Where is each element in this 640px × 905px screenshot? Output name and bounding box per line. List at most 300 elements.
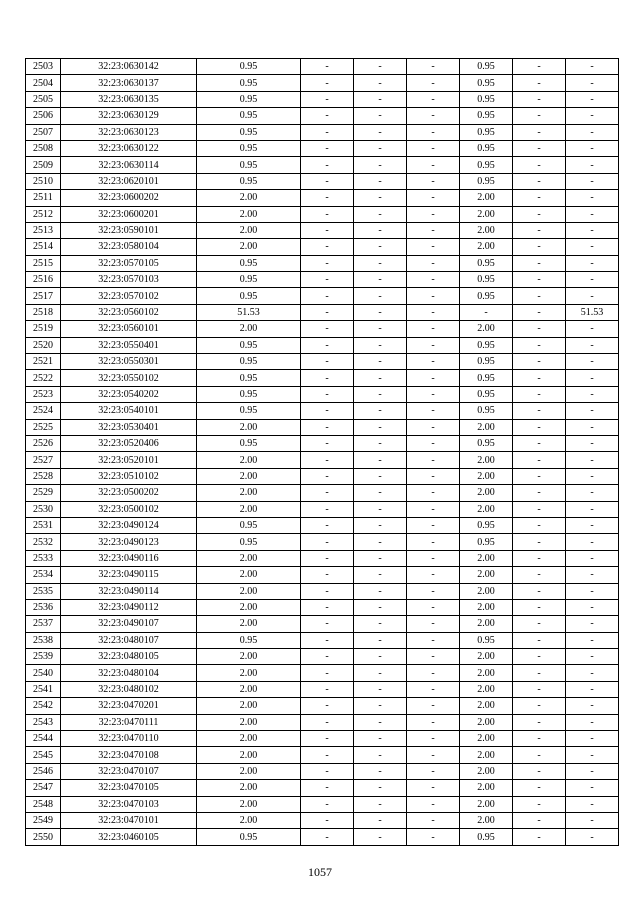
cell-total-area: 0.95 xyxy=(197,403,301,419)
cell-row-number: 2503 xyxy=(26,59,61,75)
cell-row-number: 2535 xyxy=(26,583,61,599)
cell-col-9: - xyxy=(566,780,619,796)
cell-col-7: 2.00 xyxy=(460,468,513,484)
cell-col-4: - xyxy=(301,501,354,517)
cell-row-number: 2528 xyxy=(26,468,61,484)
cell-cadastral-number: 32:23:0570105 xyxy=(61,255,197,271)
cell-col-7: 0.95 xyxy=(460,59,513,75)
cell-cadastral-number: 32:23:0540202 xyxy=(61,386,197,402)
cell-col-8: - xyxy=(513,272,566,288)
cell-col-8: - xyxy=(513,583,566,599)
cell-col-5: - xyxy=(354,501,407,517)
cell-cadastral-number: 32:23:0580104 xyxy=(61,239,197,255)
cell-col-6: - xyxy=(407,747,460,763)
cell-cadastral-number: 32:23:0560102 xyxy=(61,304,197,320)
table-row xyxy=(26,829,619,845)
land-plot-table xyxy=(25,58,619,846)
cell-col-9: - xyxy=(566,206,619,222)
cell-col-4: - xyxy=(301,583,354,599)
cell-col-6: - xyxy=(407,812,460,828)
cell-row-number: 2521 xyxy=(26,354,61,370)
cell-row-number: 2544 xyxy=(26,731,61,747)
cell-col-4: - xyxy=(301,108,354,124)
cell-col-4: - xyxy=(301,403,354,419)
cell-col-9: - xyxy=(566,370,619,386)
cell-col-9: - xyxy=(566,108,619,124)
cell-col-6: - xyxy=(407,354,460,370)
cell-cadastral-number: 32:23:0470201 xyxy=(61,698,197,714)
cell-total-area: 0.95 xyxy=(197,124,301,140)
cell-col-6: - xyxy=(407,272,460,288)
cell-col-6: - xyxy=(407,583,460,599)
table-row xyxy=(26,616,619,632)
cell-col-8: - xyxy=(513,370,566,386)
cell-row-number: 2545 xyxy=(26,747,61,763)
cell-col-8: - xyxy=(513,59,566,75)
cell-total-area: 0.95 xyxy=(197,173,301,189)
cell-cadastral-number: 32:23:0490107 xyxy=(61,616,197,632)
table-row xyxy=(26,354,619,370)
cell-col-5: - xyxy=(354,288,407,304)
cell-col-7: 2.00 xyxy=(460,714,513,730)
cell-cadastral-number: 32:23:0560101 xyxy=(61,321,197,337)
table-row xyxy=(26,370,619,386)
cell-row-number: 2525 xyxy=(26,419,61,435)
cell-col-6: - xyxy=(407,485,460,501)
cell-col-4: - xyxy=(301,616,354,632)
cell-col-8: - xyxy=(513,321,566,337)
cell-col-4: - xyxy=(301,91,354,107)
cell-total-area: 2.00 xyxy=(197,665,301,681)
cell-col-4: - xyxy=(301,780,354,796)
cell-cadastral-number: 32:23:0490124 xyxy=(61,517,197,533)
cell-col-8: - xyxy=(513,75,566,91)
cell-total-area: 0.95 xyxy=(197,75,301,91)
cell-col-6: - xyxy=(407,665,460,681)
cell-total-area: 2.00 xyxy=(197,206,301,222)
cell-row-number: 2512 xyxy=(26,206,61,222)
cell-total-area: 0.95 xyxy=(197,435,301,451)
table-row xyxy=(26,681,619,697)
cell-col-7: 0.95 xyxy=(460,108,513,124)
cell-col-6: - xyxy=(407,780,460,796)
cell-col-8: - xyxy=(513,337,566,353)
cell-row-number: 2546 xyxy=(26,763,61,779)
cell-col-8: - xyxy=(513,485,566,501)
cell-cadastral-number: 32:23:0630122 xyxy=(61,140,197,156)
cell-col-9: - xyxy=(566,567,619,583)
cell-row-number: 2514 xyxy=(26,239,61,255)
cell-total-area: 2.00 xyxy=(197,452,301,468)
cell-col-6: - xyxy=(407,304,460,320)
cell-col-9: - xyxy=(566,321,619,337)
cell-total-area: 0.95 xyxy=(197,632,301,648)
cell-col-5: - xyxy=(354,829,407,845)
cell-cadastral-number: 32:23:0490112 xyxy=(61,599,197,615)
cell-col-7: 0.95 xyxy=(460,370,513,386)
cell-row-number: 2524 xyxy=(26,403,61,419)
cell-total-area: 0.95 xyxy=(197,255,301,271)
cell-cadastral-number: 32:23:0480104 xyxy=(61,665,197,681)
cell-col-4: - xyxy=(301,173,354,189)
cell-col-7: 2.00 xyxy=(460,550,513,566)
cell-total-area: 0.95 xyxy=(197,59,301,75)
cell-col-8: - xyxy=(513,140,566,156)
cell-col-6: - xyxy=(407,714,460,730)
cell-cadastral-number: 32:23:0460105 xyxy=(61,829,197,845)
cell-cadastral-number: 32:23:0630123 xyxy=(61,124,197,140)
cell-row-number: 2506 xyxy=(26,108,61,124)
cell-col-6: - xyxy=(407,91,460,107)
cell-col-6: - xyxy=(407,157,460,173)
cell-col-5: - xyxy=(354,616,407,632)
table-row xyxy=(26,698,619,714)
cell-col-7: 2.00 xyxy=(460,222,513,238)
cell-col-5: - xyxy=(354,59,407,75)
cell-total-area: 0.95 xyxy=(197,91,301,107)
cell-cadastral-number: 32:23:0600202 xyxy=(61,190,197,206)
table-row xyxy=(26,632,619,648)
cell-cadastral-number: 32:23:0550301 xyxy=(61,354,197,370)
table-row xyxy=(26,108,619,124)
cell-col-7: 2.00 xyxy=(460,567,513,583)
cell-col-6: - xyxy=(407,567,460,583)
cell-col-5: - xyxy=(354,403,407,419)
cell-cadastral-number: 32:23:0520101 xyxy=(61,452,197,468)
cell-col-5: - xyxy=(354,173,407,189)
cell-total-area: 0.95 xyxy=(197,140,301,156)
cell-row-number: 2536 xyxy=(26,599,61,615)
cell-col-5: - xyxy=(354,698,407,714)
cell-col-5: - xyxy=(354,583,407,599)
cell-col-8: - xyxy=(513,288,566,304)
cell-col-7: 0.95 xyxy=(460,829,513,845)
cell-col-9: - xyxy=(566,419,619,435)
cell-row-number: 2530 xyxy=(26,501,61,517)
cell-col-4: - xyxy=(301,288,354,304)
cell-row-number: 2510 xyxy=(26,173,61,189)
cell-col-9: - xyxy=(566,796,619,812)
cell-col-8: - xyxy=(513,354,566,370)
cell-col-6: - xyxy=(407,763,460,779)
table-row xyxy=(26,649,619,665)
cell-col-7: - xyxy=(460,304,513,320)
cell-col-9: - xyxy=(566,124,619,140)
cell-cadastral-number: 32:23:0500202 xyxy=(61,485,197,501)
cell-col-9: - xyxy=(566,665,619,681)
table-row xyxy=(26,91,619,107)
table-row xyxy=(26,403,619,419)
table-row xyxy=(26,190,619,206)
cell-col-8: - xyxy=(513,649,566,665)
cell-row-number: 2527 xyxy=(26,452,61,468)
table-row xyxy=(26,272,619,288)
cell-col-8: - xyxy=(513,698,566,714)
cell-col-7: 2.00 xyxy=(460,812,513,828)
cell-total-area: 2.00 xyxy=(197,747,301,763)
table-row xyxy=(26,731,619,747)
cell-col-6: - xyxy=(407,321,460,337)
cell-col-5: - xyxy=(354,108,407,124)
cell-col-4: - xyxy=(301,747,354,763)
table-row xyxy=(26,337,619,353)
cell-col-8: - xyxy=(513,534,566,550)
cell-row-number: 2507 xyxy=(26,124,61,140)
cell-col-4: - xyxy=(301,239,354,255)
table-row xyxy=(26,714,619,730)
cell-col-6: - xyxy=(407,452,460,468)
cell-col-5: - xyxy=(354,304,407,320)
cell-col-7: 2.00 xyxy=(460,616,513,632)
cell-col-4: - xyxy=(301,731,354,747)
table-row xyxy=(26,75,619,91)
cell-col-6: - xyxy=(407,222,460,238)
cell-total-area: 2.00 xyxy=(197,501,301,517)
cell-col-9: - xyxy=(566,239,619,255)
cell-col-6: - xyxy=(407,468,460,484)
table-row xyxy=(26,140,619,156)
cell-col-4: - xyxy=(301,485,354,501)
table-row xyxy=(26,288,619,304)
cell-row-number: 2534 xyxy=(26,567,61,583)
cell-row-number: 2520 xyxy=(26,337,61,353)
cell-col-5: - xyxy=(354,419,407,435)
cell-total-area: 2.00 xyxy=(197,239,301,255)
cell-cadastral-number: 32:23:0490116 xyxy=(61,550,197,566)
table-row xyxy=(26,665,619,681)
cell-total-area: 0.95 xyxy=(197,337,301,353)
table-row xyxy=(26,419,619,435)
cell-col-5: - xyxy=(354,386,407,402)
cell-cadastral-number: 32:23:0470101 xyxy=(61,812,197,828)
cell-col-6: - xyxy=(407,649,460,665)
cell-row-number: 2550 xyxy=(26,829,61,845)
table-row xyxy=(26,304,619,320)
cell-col-9: - xyxy=(566,714,619,730)
cell-col-5: - xyxy=(354,517,407,533)
cell-row-number: 2537 xyxy=(26,616,61,632)
cell-cadastral-number: 32:23:0630135 xyxy=(61,91,197,107)
cell-col-4: - xyxy=(301,829,354,845)
cell-col-6: - xyxy=(407,190,460,206)
cell-col-4: - xyxy=(301,599,354,615)
table-row xyxy=(26,567,619,583)
cell-col-9: - xyxy=(566,583,619,599)
cell-col-5: - xyxy=(354,370,407,386)
cell-col-7: 0.95 xyxy=(460,337,513,353)
cell-col-4: - xyxy=(301,321,354,337)
cell-col-9: - xyxy=(566,649,619,665)
cell-col-4: - xyxy=(301,354,354,370)
table-row xyxy=(26,812,619,828)
cell-col-6: - xyxy=(407,599,460,615)
table-row xyxy=(26,59,619,75)
cell-col-6: - xyxy=(407,288,460,304)
cell-col-8: - xyxy=(513,681,566,697)
cell-col-7: 2.00 xyxy=(460,731,513,747)
cell-col-8: - xyxy=(513,222,566,238)
cell-row-number: 2542 xyxy=(26,698,61,714)
cell-total-area: 2.00 xyxy=(197,812,301,828)
cell-cadastral-number: 32:23:0630129 xyxy=(61,108,197,124)
cell-col-6: - xyxy=(407,255,460,271)
cell-total-area: 0.95 xyxy=(197,272,301,288)
cell-col-8: - xyxy=(513,517,566,533)
cell-col-7: 2.00 xyxy=(460,501,513,517)
cell-col-9: - xyxy=(566,173,619,189)
table-row xyxy=(26,550,619,566)
cell-col-9: - xyxy=(566,288,619,304)
cell-row-number: 2516 xyxy=(26,272,61,288)
cell-col-9: - xyxy=(566,550,619,566)
cell-col-8: - xyxy=(513,403,566,419)
table-row xyxy=(26,780,619,796)
cell-row-number: 2541 xyxy=(26,681,61,697)
table-row xyxy=(26,452,619,468)
cell-col-9: - xyxy=(566,599,619,615)
cell-col-5: - xyxy=(354,780,407,796)
cell-col-8: - xyxy=(513,616,566,632)
cell-row-number: 2533 xyxy=(26,550,61,566)
cell-col-7: 0.95 xyxy=(460,403,513,419)
cell-col-8: - xyxy=(513,780,566,796)
table-row xyxy=(26,763,619,779)
cell-col-9: - xyxy=(566,140,619,156)
cell-col-4: - xyxy=(301,124,354,140)
cell-col-5: - xyxy=(354,763,407,779)
cell-col-8: - xyxy=(513,714,566,730)
cell-col-7: 2.00 xyxy=(460,763,513,779)
table-row xyxy=(26,206,619,222)
cell-row-number: 2540 xyxy=(26,665,61,681)
cell-col-5: - xyxy=(354,485,407,501)
cell-row-number: 2522 xyxy=(26,370,61,386)
cell-total-area: 2.00 xyxy=(197,419,301,435)
cell-col-6: - xyxy=(407,337,460,353)
cell-col-9: - xyxy=(566,435,619,451)
cell-total-area: 2.00 xyxy=(197,714,301,730)
cell-col-5: - xyxy=(354,649,407,665)
cell-col-8: - xyxy=(513,190,566,206)
cell-total-area: 0.95 xyxy=(197,288,301,304)
cell-col-5: - xyxy=(354,468,407,484)
cell-cadastral-number: 32:23:0540101 xyxy=(61,403,197,419)
cell-col-4: - xyxy=(301,452,354,468)
cell-col-9: - xyxy=(566,632,619,648)
cell-col-5: - xyxy=(354,321,407,337)
cell-col-4: - xyxy=(301,763,354,779)
cell-col-5: - xyxy=(354,731,407,747)
cell-col-5: - xyxy=(354,567,407,583)
cell-cadastral-number: 32:23:0490114 xyxy=(61,583,197,599)
cell-total-area: 2.00 xyxy=(197,550,301,566)
cell-total-area: 0.95 xyxy=(197,108,301,124)
cell-total-area: 2.00 xyxy=(197,731,301,747)
cell-col-8: - xyxy=(513,796,566,812)
cell-col-8: - xyxy=(513,91,566,107)
cell-total-area: 0.95 xyxy=(197,534,301,550)
cell-col-7: 0.95 xyxy=(460,255,513,271)
cell-col-8: - xyxy=(513,567,566,583)
cell-col-5: - xyxy=(354,255,407,271)
cell-col-7: 2.00 xyxy=(460,206,513,222)
cell-col-6: - xyxy=(407,173,460,189)
cell-col-5: - xyxy=(354,452,407,468)
cell-col-4: - xyxy=(301,812,354,828)
cell-col-8: - xyxy=(513,452,566,468)
cell-col-9: - xyxy=(566,272,619,288)
cell-col-8: - xyxy=(513,173,566,189)
cell-row-number: 2504 xyxy=(26,75,61,91)
cell-col-7: 0.95 xyxy=(460,91,513,107)
cell-col-4: - xyxy=(301,550,354,566)
cell-col-7: 2.00 xyxy=(460,665,513,681)
cell-col-8: - xyxy=(513,435,566,451)
cell-cadastral-number: 32:23:0470111 xyxy=(61,714,197,730)
cell-col-8: - xyxy=(513,829,566,845)
cell-col-8: - xyxy=(513,386,566,402)
table-row xyxy=(26,222,619,238)
cell-total-area: 2.00 xyxy=(197,681,301,697)
cell-col-8: - xyxy=(513,731,566,747)
cell-col-7: 2.00 xyxy=(460,796,513,812)
cell-col-4: - xyxy=(301,681,354,697)
cell-cadastral-number: 32:23:0480107 xyxy=(61,632,197,648)
cell-col-5: - xyxy=(354,747,407,763)
cell-col-8: - xyxy=(513,124,566,140)
cell-col-9: 51.53 xyxy=(566,304,619,320)
cell-total-area: 2.00 xyxy=(197,763,301,779)
cell-col-5: - xyxy=(354,157,407,173)
cell-col-5: - xyxy=(354,632,407,648)
cell-col-8: - xyxy=(513,108,566,124)
cell-col-6: - xyxy=(407,517,460,533)
cell-col-9: - xyxy=(566,403,619,419)
cell-col-7: 2.00 xyxy=(460,681,513,697)
cell-total-area: 2.00 xyxy=(197,796,301,812)
cell-col-9: - xyxy=(566,681,619,697)
cell-total-area: 2.00 xyxy=(197,222,301,238)
cell-col-5: - xyxy=(354,534,407,550)
cell-col-7: 0.95 xyxy=(460,140,513,156)
cell-col-5: - xyxy=(354,190,407,206)
table-row xyxy=(26,796,619,812)
cell-cadastral-number: 32:23:0570102 xyxy=(61,288,197,304)
table-row xyxy=(26,173,619,189)
table-row xyxy=(26,501,619,517)
cell-col-6: - xyxy=(407,681,460,697)
cell-total-area: 2.00 xyxy=(197,583,301,599)
table-row xyxy=(26,517,619,533)
cell-col-4: - xyxy=(301,370,354,386)
cell-col-8: - xyxy=(513,763,566,779)
cell-col-7: 0.95 xyxy=(460,534,513,550)
cell-col-5: - xyxy=(354,75,407,91)
cell-col-9: - xyxy=(566,354,619,370)
cell-col-9: - xyxy=(566,747,619,763)
cell-col-4: - xyxy=(301,632,354,648)
cell-col-8: - xyxy=(513,665,566,681)
cell-col-6: - xyxy=(407,731,460,747)
cell-col-9: - xyxy=(566,812,619,828)
cell-col-9: - xyxy=(566,763,619,779)
cell-total-area: 2.00 xyxy=(197,321,301,337)
cell-col-9: - xyxy=(566,501,619,517)
cell-row-number: 2518 xyxy=(26,304,61,320)
cell-col-7: 0.95 xyxy=(460,386,513,402)
cell-col-7: 0.95 xyxy=(460,173,513,189)
cell-col-8: - xyxy=(513,599,566,615)
